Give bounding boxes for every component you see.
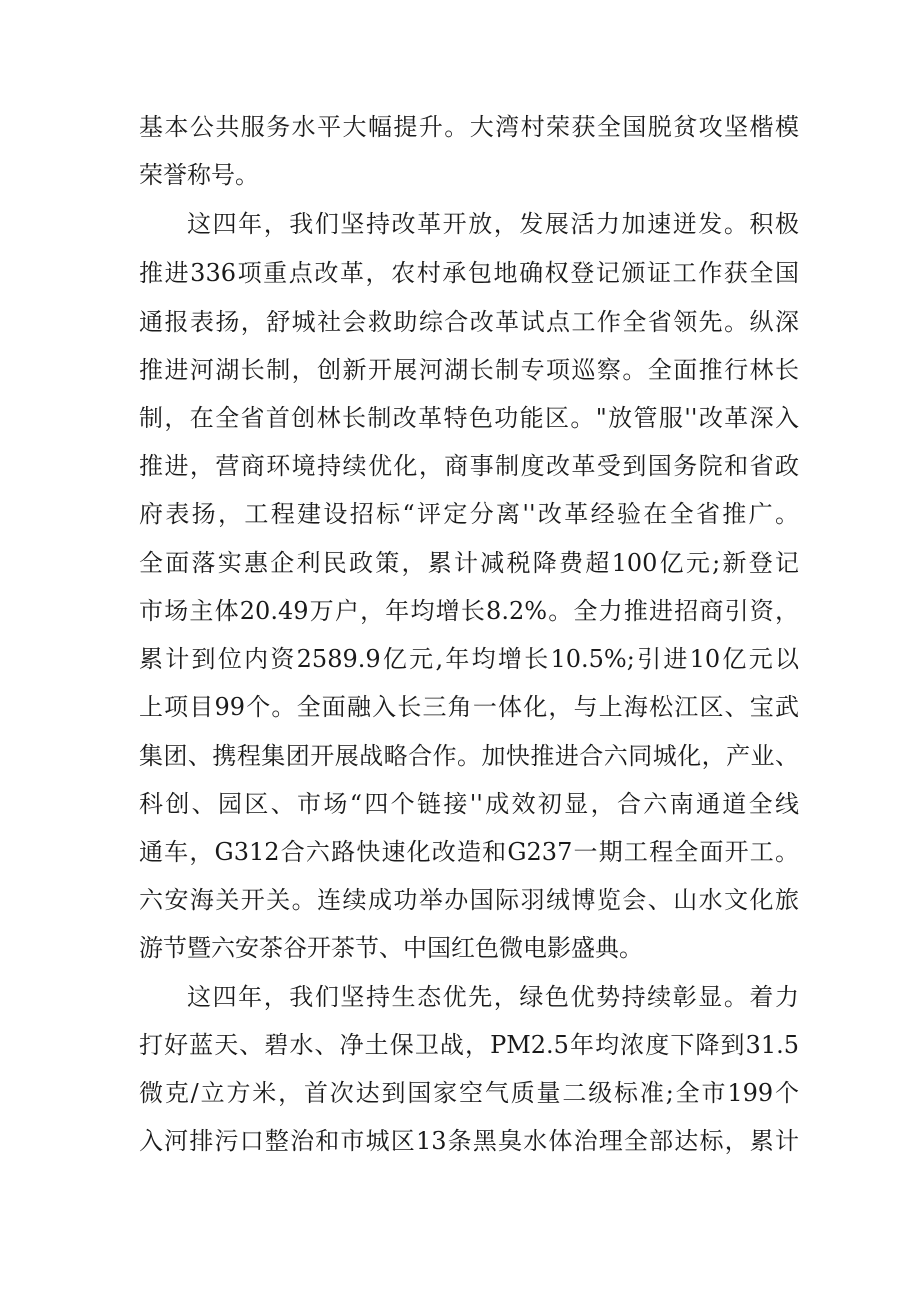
text-line: 打好蓝天、碧水、净土保卫战，PM2.5年均浓度下降到31.5 [139,1031,799,1059]
text-line: 全面落实惠企利民政策，累计减税降费超100亿元;新登记 [139,549,799,577]
text-line: 六安海关开关。连续成功举办国际羽绒博览会、山水文化旅 [139,886,799,914]
text-line: 累计到位内资2589.9亿元,年均增长10.5%;引进10亿元以 [139,645,799,673]
paragraph-first-line: 这四年，我们坚持改革开放，发展活力加速迸发。积极 [187,210,799,238]
text-line: 推进河湖长制，创新开展河湖长制专项巡察。全面推行林长 [139,356,799,384]
text-line: 科创、园区、市场“四个链接''成效初显，合六南通道全线 [139,790,799,818]
text-line: 荣誉称号。 [139,161,259,189]
paragraph-first-line: 这四年，我们坚持生态优先，绿色优势持续彰显。着力 [187,983,799,1011]
text-line: 入河排污口整治和市城区13条黑臭水体治理全部达标，累计 [139,1127,799,1155]
text-line: 通报表扬，舒城社会救助综合改革试点工作全省领先。纵深 [139,308,799,336]
text-line: 基本公共服务水平大幅提升。大湾村荣获全国脱贫攻坚楷模 [139,113,799,141]
text-line: 集团、携程集团开展战略合作。加快推进合六同城化，产业、 [139,742,799,770]
text-line: 市场主体20.49万户，年均增长8.2%。全力推进招商引资， [139,597,799,625]
text-line: 通车，G312合六路快速化改造和G237一期工程全面开工。 [139,838,799,866]
text-line: 府表扬，工程建设招标“评定分离''改革经验在全省推广。 [139,500,799,528]
text-line: 微克/立方米，首次达到国家空气质量二级标准;全市199个 [139,1079,799,1107]
text-line: 游节暨六安茶谷开茶节、中国红色微电影盛典。 [139,934,643,962]
text-line: 制，在全省首创林长制改革特色功能区。"放管服''改革深入 [139,404,799,432]
text-line: 推进，营商环境持续优化，商事制度改革受到国务院和省政 [139,452,799,480]
text-line: 推进336项重点改革，农村承包地确权登记颁证工作获全国 [139,259,799,287]
text-line: 上项目99个。全面融入长三角一体化，与上海松江区、宝武 [139,693,799,721]
